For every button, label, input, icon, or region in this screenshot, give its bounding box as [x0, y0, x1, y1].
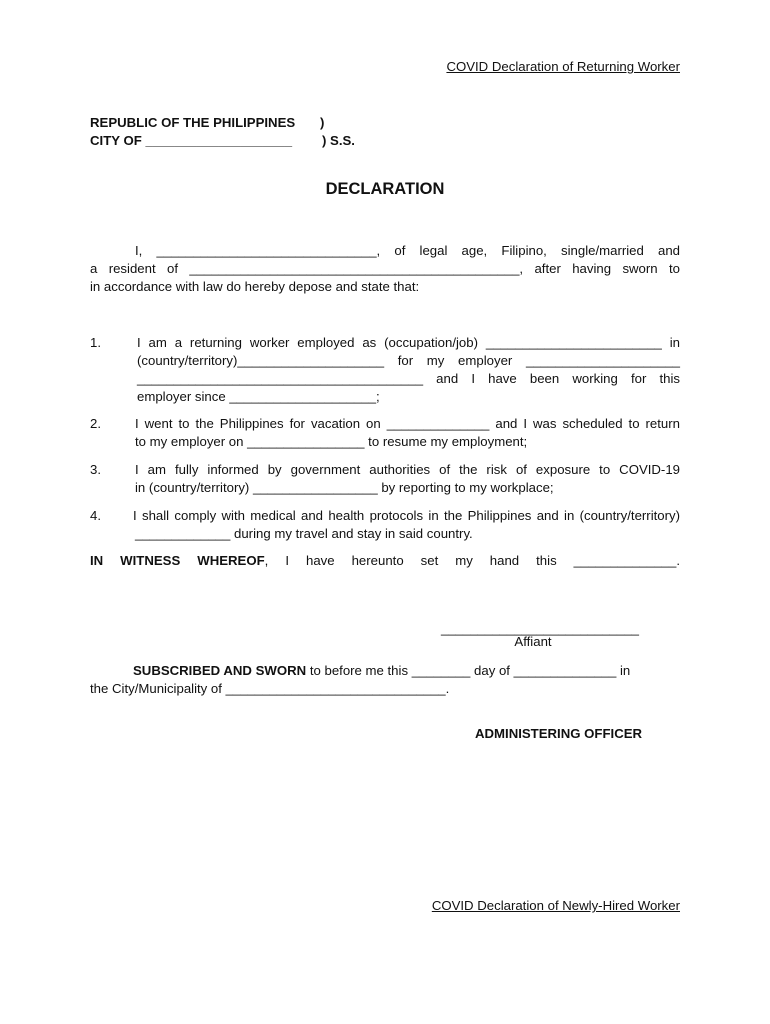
affiant-label: Affiant [514, 634, 552, 649]
item-3-line: I am fully informed by government authorities of the risk of exposure to COVID-19 [135, 462, 680, 477]
item-4-line: _____________ during my travel and stay in said country. [135, 526, 473, 541]
item-number: 1. [90, 335, 101, 350]
venue-republic: REPUBLIC OF THE PHILIPPINES [90, 115, 296, 130]
venue-ss: ) S.S. [322, 133, 355, 148]
item-1-line: _______________________________________ and I have been working for this [137, 371, 680, 386]
item-number: 2. [90, 416, 101, 431]
administering-officer: ADMINISTERING OFFICER [475, 726, 643, 741]
item-1-line: I am a returning worker employed as (occupation/job) ________________________ in [137, 335, 680, 350]
item-number: 4. [90, 508, 101, 523]
sworn-line-1 [133, 662, 680, 680]
witness-text: , I have hereunto set my hand this ______________. [264, 553, 681, 568]
item-number: 3. [90, 462, 101, 477]
sworn-text: to before me this ________ day of ______________ in [306, 663, 631, 678]
item-4-line: I shall comply with medical and health protocols in the Philippines and in (country/territory) [133, 508, 680, 523]
intro-line-3: in accordance with law do hereby depose and state that: [90, 279, 420, 294]
item-1-line: (country/territory)____________________ for my employer _____________________ [137, 353, 680, 368]
venue-city: CITY OF ____________________ [90, 133, 293, 148]
intro-line-1: I, ______________________________, of legal age, Filipino, single/married and [135, 243, 680, 258]
witness-clause [90, 552, 680, 570]
intro-line-2: a resident of _____________________________________________, after having sworn to [90, 261, 680, 276]
sworn-bold: SUBSCRIBED AND SWORN [133, 663, 307, 678]
affiant-signature-line: ___________________________ [440, 621, 640, 636]
item-2-line: I went to the Philippines for vacation on ______________ and I was scheduled to return [135, 416, 680, 431]
item-1-line: employer since ____________________; [137, 389, 380, 404]
header-title: COVID Declaration of Returning Worker [446, 59, 680, 74]
witness-bold: IN WITNESS WHEREOF [90, 553, 265, 568]
venue-paren: ) [320, 115, 325, 130]
item-2-line: to my employer on ________________ to resume my employment; [135, 434, 528, 449]
item-3-line: in (country/territory) _________________ by reporting to my workplace; [135, 480, 554, 495]
sworn-line-2: the City/Municipality of ______________________________. [90, 681, 450, 696]
footer-title: COVID Declaration of Newly-Hired Worker [431, 898, 680, 913]
document-title: DECLARATION [325, 180, 445, 198]
